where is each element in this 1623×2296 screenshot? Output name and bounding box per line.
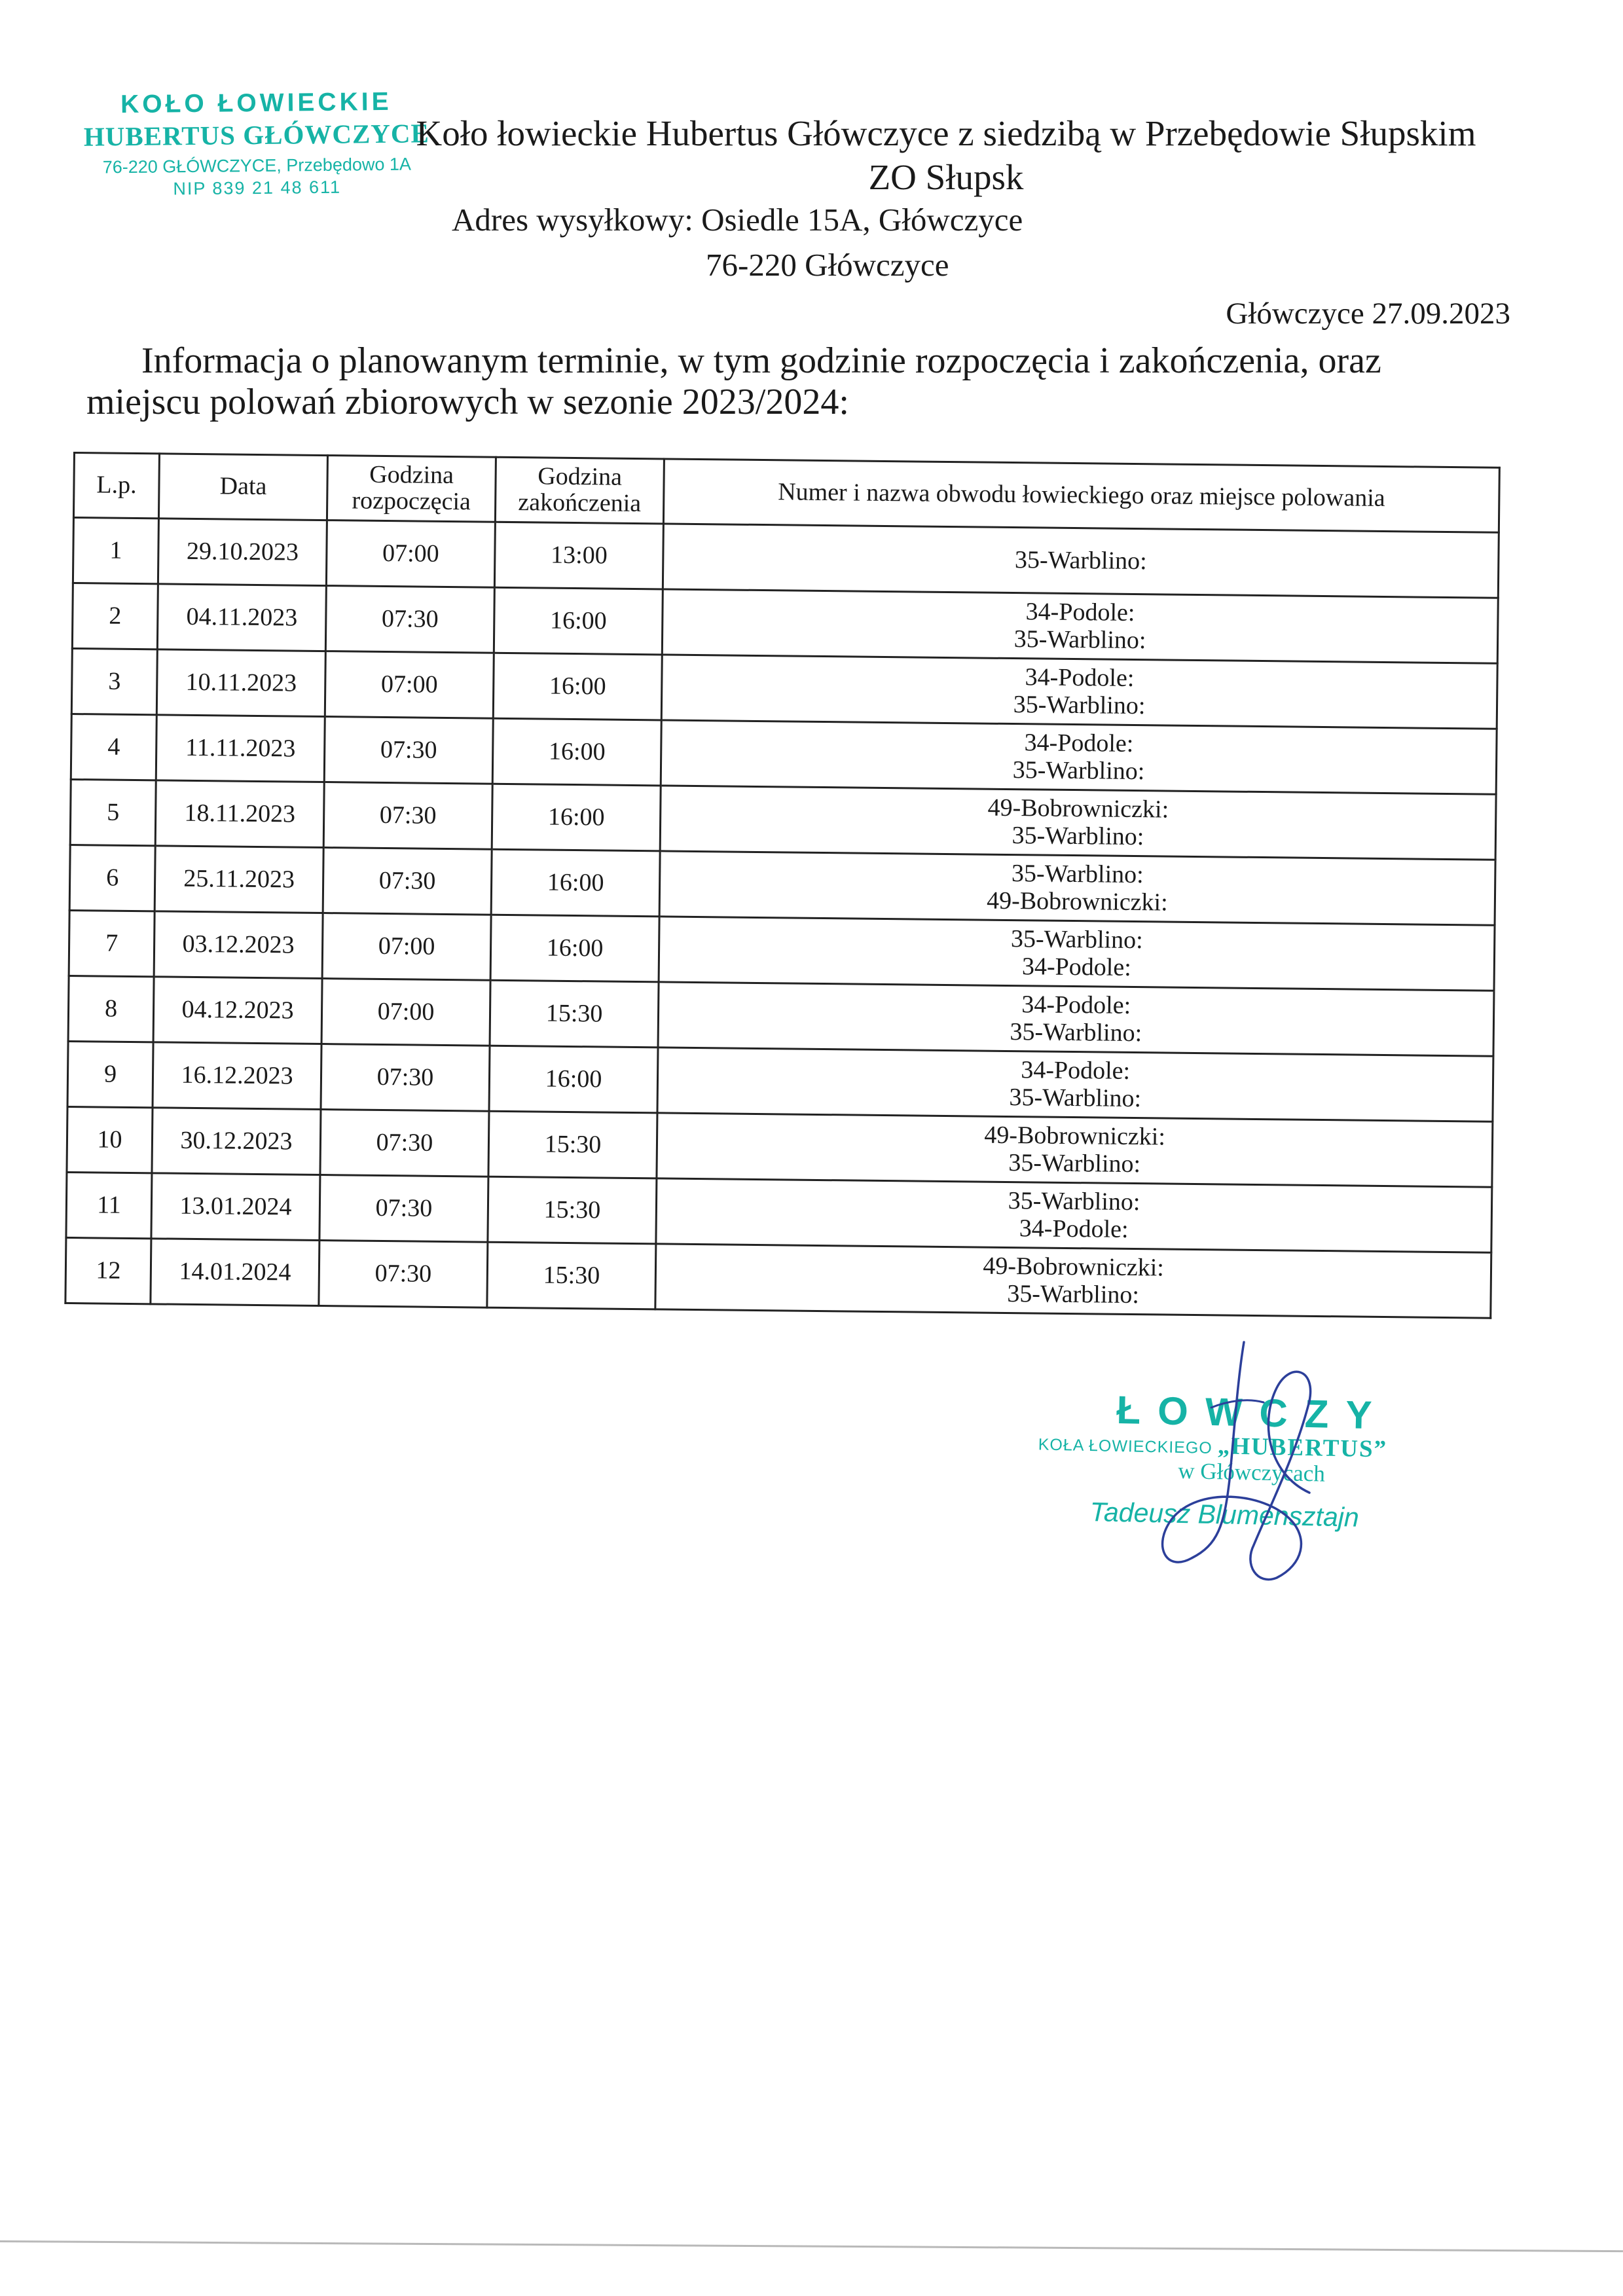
cell-date: 03.12.2023 xyxy=(154,911,323,979)
cell-place xyxy=(657,1113,1493,1187)
cell-start-time: 07:30 xyxy=(324,717,493,784)
document-heading: Informacja o planowanym terminie, w tym godzinie rozpoczęcia i zakończenia, oraz miejscu polowań zbiorowych w sezonie 2023/2024: xyxy=(86,340,1381,423)
cell-place xyxy=(661,655,1497,729)
cell-end-time: 15:30 xyxy=(487,1242,656,1309)
table-row xyxy=(65,1237,1491,1318)
hunt-schedule-table xyxy=(64,452,1501,1319)
cell-lp: 10 xyxy=(67,1106,153,1173)
cell-date: 13.01.2024 xyxy=(151,1173,320,1241)
cell-start-time: 07:00 xyxy=(325,651,494,719)
organization-header xyxy=(380,111,1512,199)
cell-end-time: 16:00 xyxy=(493,653,662,720)
hunting-district: 35-Warblino: xyxy=(1008,1148,1141,1178)
cell-place xyxy=(658,982,1494,1056)
cell-place xyxy=(663,524,1499,598)
header-start-line-1: Godzina xyxy=(369,460,454,490)
stamp-line-1: KOŁO ŁOWIECKIE xyxy=(120,87,392,119)
hunting-district: 34-Podole: xyxy=(1025,597,1135,627)
cell-date: 04.12.2023 xyxy=(153,977,322,1044)
place-and-date: Główczyce 27.09.2023 xyxy=(1226,297,1510,331)
hunting-district: 35-Warblino: xyxy=(1010,924,1143,954)
cell-lp: 11 xyxy=(66,1172,152,1238)
cell-start-time: 07:30 xyxy=(320,1110,489,1177)
cell-lp: 1 xyxy=(73,518,158,584)
hunting-district: 35-Warblino: xyxy=(1011,859,1144,888)
cell-end-time: 15:30 xyxy=(490,980,659,1048)
hunting-district: 35-Warblino: xyxy=(1008,1186,1140,1216)
cell-end-time: 16:00 xyxy=(492,718,661,786)
stamp-line-2: HUBERTUS GŁÓWCZYCE xyxy=(83,118,430,152)
cell-lp: 7 xyxy=(69,910,155,976)
cell-place xyxy=(656,1178,1492,1252)
stamp-line-3: 76-220 GŁÓWCZYCE, Przebędowo 1A xyxy=(102,154,412,177)
organization-name: Koło łowieckie Hubertus Główczyce z siedzibą w Przebędowie Słupskim xyxy=(416,113,1476,153)
address-line-2: 76-220 Główczyce xyxy=(706,246,949,283)
cell-place xyxy=(659,851,1495,925)
hunting-district: 35-Warblino: xyxy=(1014,545,1147,575)
hunting-district: 35-Warblino: xyxy=(1009,1083,1142,1112)
cell-place xyxy=(659,917,1495,991)
cell-start-time: 07:00 xyxy=(322,913,491,981)
cell-lp: 6 xyxy=(69,845,155,911)
cell-end-time: 16:00 xyxy=(490,915,659,982)
cell-end-time: 16:00 xyxy=(494,587,663,655)
cell-start-time: 07:00 xyxy=(326,520,495,588)
cell-end-time: 15:30 xyxy=(488,1176,657,1244)
cell-end-time: 13:00 xyxy=(494,522,663,589)
hunting-district: 35-Warblino: xyxy=(1007,1279,1140,1309)
cell-date: 25.11.2023 xyxy=(155,846,323,913)
cell-date: 14.01.2024 xyxy=(151,1239,319,1306)
hunting-district: 34-Podole: xyxy=(1025,663,1135,692)
cell-start-time: 07:30 xyxy=(319,1241,488,1308)
organization-district: ZO Słupsk xyxy=(868,157,1024,198)
header-end-line-1: Godzina xyxy=(538,462,623,491)
signature-stamp-club-name: „HUBERTUS” xyxy=(1217,1432,1388,1463)
hunting-district: 35-Warblino: xyxy=(1013,690,1146,720)
bottom-divider xyxy=(0,2240,1623,2252)
cell-place xyxy=(660,786,1496,860)
header-start-time xyxy=(327,456,496,522)
cell-end-time: 16:00 xyxy=(491,849,660,917)
cell-start-time: 07:00 xyxy=(321,979,490,1046)
table-body xyxy=(65,518,1499,1319)
cell-lp: 4 xyxy=(71,714,156,780)
signature-stamp-title: ŁOWCZY xyxy=(1116,1387,1390,1438)
hunting-district: 34-Podole: xyxy=(1024,728,1134,757)
cell-start-time: 07:30 xyxy=(323,848,492,915)
cell-lp: 9 xyxy=(67,1041,153,1107)
hunting-district: 49-Bobrowniczki: xyxy=(987,793,1169,824)
handwritten-signature xyxy=(1113,1329,1375,1591)
cell-end-time: 16:00 xyxy=(492,784,661,851)
cell-place xyxy=(661,720,1497,794)
hunting-district: 49-Bobrowniczki: xyxy=(984,1121,1166,1151)
cell-start-time: 07:30 xyxy=(321,1044,490,1112)
cell-lp: 2 xyxy=(72,583,158,649)
hunting-district: 35-Warblino: xyxy=(1013,625,1146,654)
header-place: Numer i nazwa obwodu łowieckiego oraz miejsce polowania xyxy=(663,459,1499,532)
cell-date: 29.10.2023 xyxy=(158,519,327,586)
cell-lp: 3 xyxy=(71,648,157,714)
cell-place xyxy=(662,589,1498,663)
address-line-1: Adres wysyłkowy: Osiedle 15A, Główczyce xyxy=(452,202,1023,238)
cell-lp: 8 xyxy=(68,975,154,1042)
cell-place xyxy=(657,1048,1493,1121)
cell-start-time: 07:30 xyxy=(325,586,494,653)
hunting-district: 35-Warblino: xyxy=(1012,821,1144,850)
cell-date: 11.11.2023 xyxy=(156,715,325,782)
header-lp: L.p. xyxy=(73,453,159,519)
hunting-district: 34-Podole: xyxy=(1019,1214,1129,1243)
hunting-district: 49-Bobrowniczki: xyxy=(986,886,1168,917)
hunting-district: 35-Warblino: xyxy=(1010,1017,1142,1047)
cell-date: 10.11.2023 xyxy=(156,649,325,717)
mailing-address xyxy=(452,198,1023,287)
cell-lp: 12 xyxy=(65,1237,151,1303)
cell-place xyxy=(655,1244,1491,1318)
cell-date: 16.12.2023 xyxy=(153,1042,321,1110)
header-end-line-2: zakończenia xyxy=(518,488,642,518)
cell-date: 30.12.2023 xyxy=(152,1108,321,1175)
hunting-district: 49-Bobrowniczki: xyxy=(983,1252,1165,1282)
hunting-district: 35-Warblino: xyxy=(1012,756,1145,785)
signature-stamp-line-3: w Główczycach xyxy=(1177,1457,1326,1487)
cell-date: 18.11.2023 xyxy=(155,780,324,848)
hunting-district: 34-Podole: xyxy=(1021,990,1131,1019)
cell-lp: 5 xyxy=(70,779,156,845)
cell-end-time: 16:00 xyxy=(489,1046,658,1113)
header-start-line-2: rozpoczęcia xyxy=(352,486,471,516)
cell-end-time: 15:30 xyxy=(488,1111,657,1178)
signature-stamp-prefix: KOŁA ŁOWIECKIEGO xyxy=(1038,1435,1213,1457)
hunting-district: 34-Podole: xyxy=(1021,952,1131,981)
header-end-time xyxy=(495,457,664,524)
cell-date: 04.11.2023 xyxy=(157,584,326,651)
header-date: Data xyxy=(159,454,328,520)
signature-stamp-name: Tadeusz Blumensztajn xyxy=(1089,1497,1360,1533)
cell-start-time: 07:30 xyxy=(323,782,492,850)
stamp-line-4: NIP 839 21 48 611 xyxy=(173,177,342,199)
hunting-district: 34-Podole: xyxy=(1021,1055,1131,1085)
cell-start-time: 07:30 xyxy=(319,1175,488,1243)
